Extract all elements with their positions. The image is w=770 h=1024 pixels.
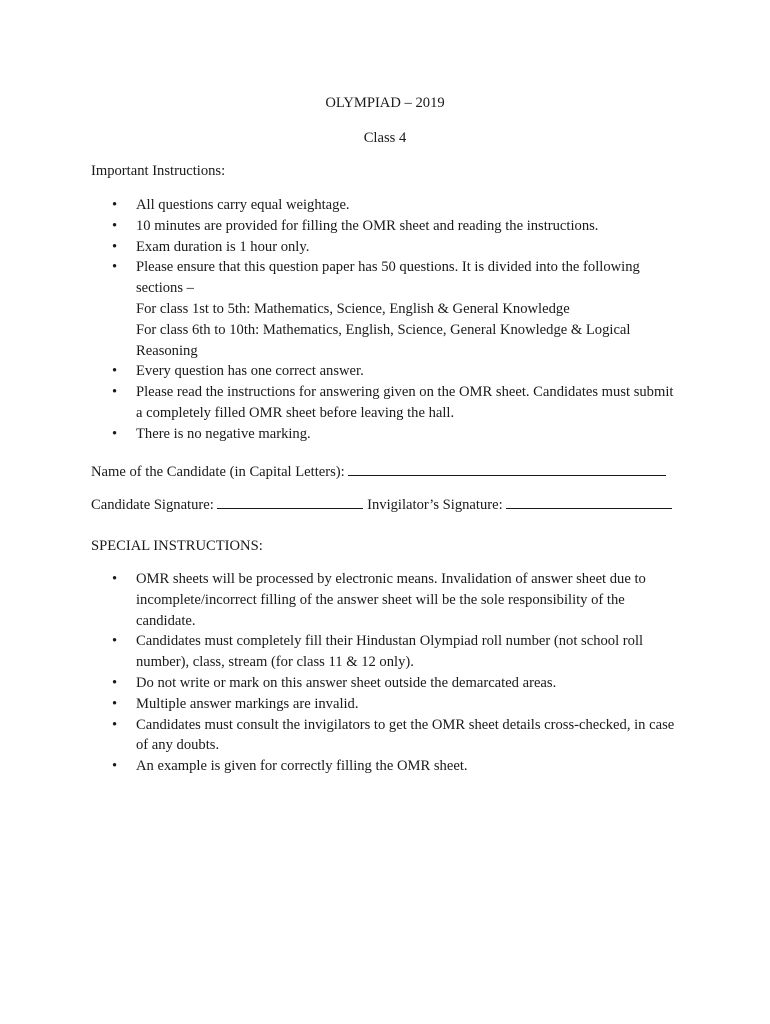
list-item-text: Please read the instructions for answering given on the OMR sheet. Candidates must submit a completely filled OMR sheet before leaving the hall. xyxy=(136,384,674,421)
list-item-text: Do not write or mark on this answer sheet outside the demarcated areas. xyxy=(136,674,557,691)
invigilator-signature-field[interactable] xyxy=(506,494,672,509)
important-instructions-list xyxy=(91,195,681,445)
bullet-icon: • xyxy=(112,758,118,775)
bullet-icon: • xyxy=(112,716,118,733)
signature-row xyxy=(91,494,672,516)
section-line-secondary: For class 6th to 10th: Mathematics, English, Science, General Knowledge & Logical Reasoning xyxy=(136,321,631,359)
section-line-primary: For class 1st to 5th: Mathematics, Science, English & General Knowledge xyxy=(136,300,570,317)
candidate-name-label: Name of the Candidate (in Capital Letters): xyxy=(91,464,345,480)
candidate-name-field[interactable] xyxy=(348,461,666,476)
bullet-icon: • xyxy=(112,633,118,650)
list-item-text: Candidates must consult the invigilators to get the OMR sheet details cross-checked, in case of any doubts. xyxy=(136,716,675,754)
list-item xyxy=(91,361,681,382)
list-item xyxy=(91,694,681,715)
list-item-text: There is no negative marking. xyxy=(136,425,311,442)
candidate-signature-label: Candidate Signature: xyxy=(91,497,214,513)
page-title: OLYMPIAD – 2019 xyxy=(325,95,445,111)
list-item xyxy=(91,569,681,631)
bullet-icon: • xyxy=(112,571,118,587)
bullet-icon: • xyxy=(112,674,118,691)
list-item-text: Multiple answer markings are invalid. xyxy=(136,695,359,712)
bullet-icon: • xyxy=(112,197,118,213)
list-item xyxy=(91,195,681,216)
list-item xyxy=(91,715,681,757)
list-item xyxy=(91,257,681,361)
list-item-text: Candidates must completely fill their Hindustan Olympiad roll number (not school roll number), class, stream (for class 11 & 12 only). xyxy=(136,633,644,671)
special-instructions-heading: SPECIAL INSTRUCTIONS: xyxy=(91,538,263,554)
class-label: Class 4 xyxy=(363,130,407,146)
list-item xyxy=(91,673,681,694)
list-item-text: OMR sheets will be processed by electronic means. Invalidation of answer sheet due to incomplete/incorrect filling of the answer sheet will be the sole responsibility of the candidate. xyxy=(136,571,646,629)
bullet-icon: • xyxy=(112,384,118,401)
list-item xyxy=(91,756,681,777)
bullet-icon: • xyxy=(112,695,118,712)
list-item-text: All questions carry equal weightage. xyxy=(136,197,350,213)
list-item xyxy=(91,237,681,258)
list-item-text: Exam duration is 1 hour only. xyxy=(136,238,310,255)
bullet-icon: • xyxy=(112,259,118,276)
list-item-text: Every question has one correct answer. xyxy=(136,363,364,380)
candidate-signature-field[interactable] xyxy=(217,494,363,509)
invigilator-signature-label: Invigilator’s Signature: xyxy=(367,497,503,513)
list-item xyxy=(91,216,681,237)
list-item-text: 10 minutes are provided for filling the OMR sheet and reading the instructions. xyxy=(136,217,599,234)
candidate-name-row xyxy=(91,461,666,483)
list-item xyxy=(91,382,681,424)
list-item-text: An example is given for correctly filling the OMR sheet. xyxy=(136,758,468,775)
list-item xyxy=(91,424,681,445)
special-instructions-list xyxy=(91,569,681,777)
bullet-icon: • xyxy=(112,217,118,234)
bullet-icon: • xyxy=(112,238,118,255)
bullet-icon: • xyxy=(112,363,118,380)
list-item-text: Please ensure that this question paper has 50 questions. It is divided into the following sections – xyxy=(136,259,640,297)
important-instructions-heading: Important Instructions: xyxy=(91,163,226,179)
list-item xyxy=(91,631,681,673)
bullet-icon: • xyxy=(112,425,118,442)
